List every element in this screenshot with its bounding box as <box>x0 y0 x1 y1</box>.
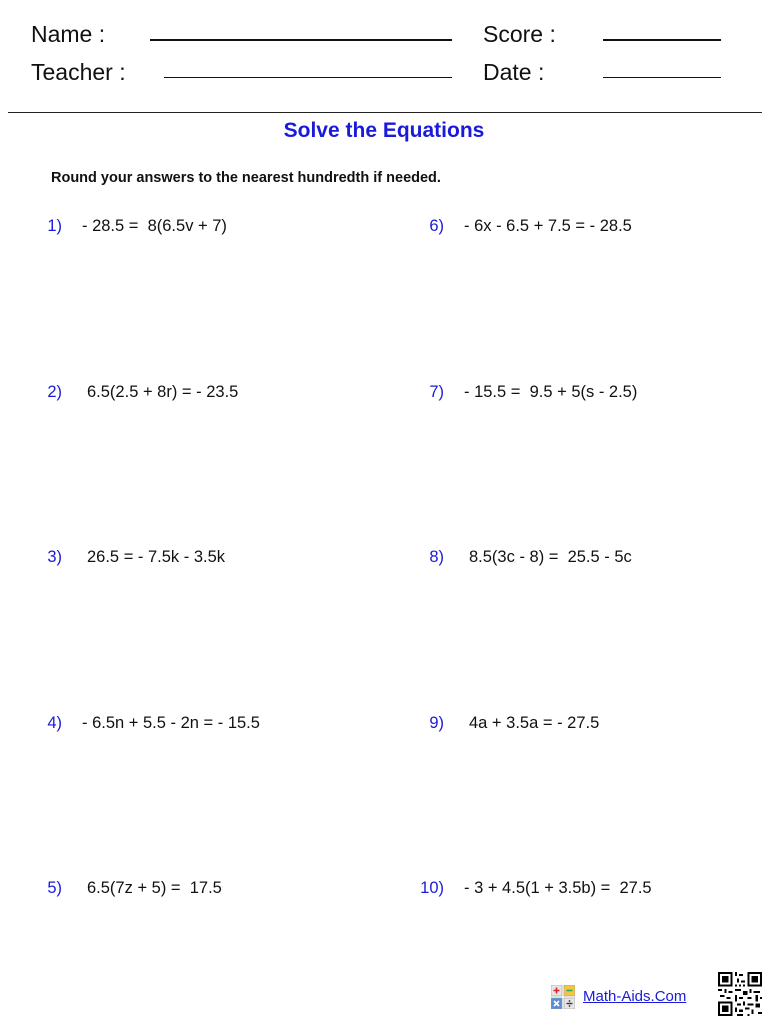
problem-equation: 6.5(2.5 + 8r) = - 23.5 <box>87 383 239 401</box>
header-divider <box>8 112 762 113</box>
problem-number: 9) <box>429 714 444 732</box>
date-label: Date : <box>483 59 545 85</box>
problem-equation: - 15.5 = 9.5 + 5(s - 2.5) <box>464 383 638 401</box>
problem-equation: - 6x - 6.5 + 7.5 = - 28.5 <box>464 217 632 235</box>
problem-3 <box>0 545 400 569</box>
problem-equation: 8.5(3c - 8) = 25.5 - 5c <box>469 548 632 566</box>
problem-number: 2) <box>47 383 62 401</box>
problem-equation: 4a + 3.5a = - 27.5 <box>469 714 600 732</box>
problem-equation: - 6.5n + 5.5 - 2n = - 15.5 <box>82 714 260 732</box>
problem-number: 8) <box>429 548 444 566</box>
worksheet-title: Solve the Equations <box>283 119 485 142</box>
problem-6 <box>400 214 760 238</box>
problem-2 <box>0 380 400 404</box>
problem-equation: 26.5 = - 7.5k - 3.5k <box>87 548 226 566</box>
math-aids-logo-icon <box>551 985 575 1009</box>
problem-number: 3) <box>47 548 62 566</box>
problem-equation: 6.5(7z + 5) = 17.5 <box>87 879 222 897</box>
problem-number: 4) <box>47 714 62 732</box>
problem-number: 7) <box>429 383 444 401</box>
problem-8 <box>400 545 760 569</box>
problem-10 <box>400 876 760 900</box>
problem-number: 5) <box>47 879 62 897</box>
score-line <box>603 39 721 41</box>
problem-5 <box>0 876 400 900</box>
problem-equation: - 3 + 4.5(1 + 3.5b) = 27.5 <box>464 879 652 897</box>
problem-7 <box>400 380 760 404</box>
teacher-label: Teacher : <box>31 59 126 85</box>
problem-1 <box>0 214 400 238</box>
qr-code-icon <box>718 972 762 1016</box>
instructions-text: Round your answers to the nearest hundredth if needed. <box>51 170 441 186</box>
problem-number: 6) <box>429 217 444 235</box>
date-line <box>603 77 721 78</box>
score-label: Score : <box>483 21 556 47</box>
problem-equation: - 28.5 = 8(6.5v + 7) <box>82 217 227 235</box>
name-label: Name : <box>31 21 106 47</box>
problem-4 <box>0 711 400 735</box>
problem-number: 10) <box>420 879 444 897</box>
math-aids-link[interactable]: Math-Aids.Com <box>583 988 687 1005</box>
teacher-line <box>164 77 452 78</box>
name-line <box>150 39 452 41</box>
problem-number: 1) <box>47 217 62 235</box>
problem-9 <box>400 711 760 735</box>
